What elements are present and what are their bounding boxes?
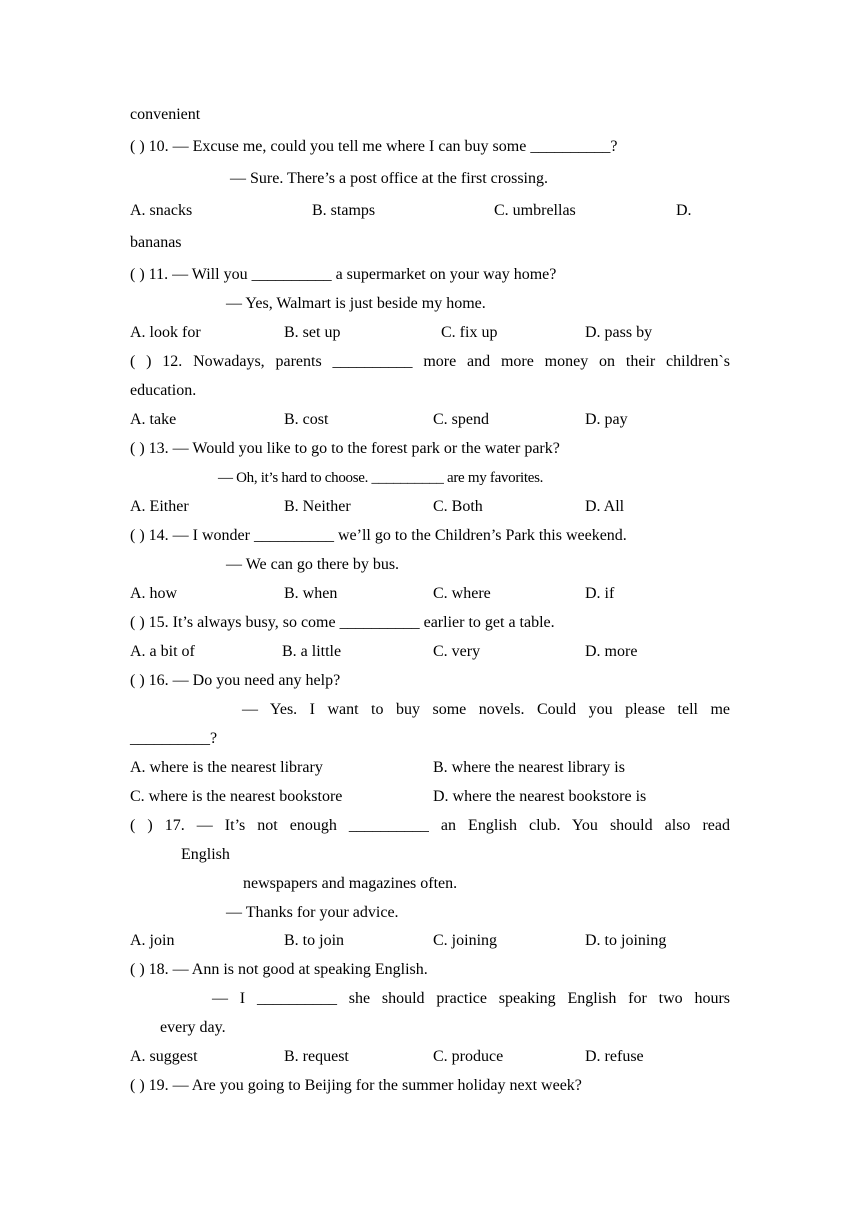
option-d: D. where the nearest bookstore is xyxy=(433,788,647,805)
option-d: D. xyxy=(676,202,692,219)
option-d: D. more xyxy=(585,643,638,660)
answer-line-18-continued: every day. xyxy=(160,1019,226,1036)
option-d: D. to joining xyxy=(585,932,667,949)
option-c: C. produce xyxy=(433,1048,504,1065)
answer-line-16-continued: __________? xyxy=(130,730,218,747)
options-16-row-2 xyxy=(130,787,730,807)
answer-line-11: — Yes, Walmart is just beside my home. xyxy=(226,295,486,312)
option-c: C. fix up xyxy=(441,324,498,341)
option-a: A. look for xyxy=(130,324,201,341)
option-a: A. join xyxy=(130,932,175,949)
option-b: B. stamps xyxy=(312,202,376,219)
option-c: C. where is the nearest bookstore xyxy=(130,788,343,805)
option-a: A. Either xyxy=(130,498,189,515)
option-d-continued: bananas xyxy=(130,234,182,251)
answer-line-17: — Thanks for your advice. xyxy=(226,904,399,921)
question-14: ( ) 14. — I wonder __________ we’ll go to the Children’s Park this weekend. xyxy=(130,527,627,544)
option-a: A. snacks xyxy=(130,202,193,219)
options-12 xyxy=(130,410,730,430)
option-b: B. when xyxy=(284,585,338,602)
question-17-continued-2: newspapers and magazines often. xyxy=(243,875,458,892)
question-17: ( ) 17. — It’s not enough __________ an English club. You should also read xyxy=(130,817,730,834)
option-b: B. where the nearest library is xyxy=(433,759,625,776)
option-c: C. very xyxy=(433,643,481,660)
answer-line-16: — Yes. I want to buy some novels. Could you please tell me xyxy=(242,701,730,718)
option-c: C. spend xyxy=(433,411,489,428)
option-a: A. where is the nearest library xyxy=(130,759,323,776)
option-a: A. suggest xyxy=(130,1048,198,1065)
question-10: ( ) 10. — Excuse me, could you tell me where I can buy some __________? xyxy=(130,138,618,155)
options-11 xyxy=(130,323,730,343)
options-10 xyxy=(130,201,730,221)
option-b: B. request xyxy=(284,1048,349,1065)
option-c: C. Both xyxy=(433,498,483,515)
question-17-continued: English xyxy=(181,846,230,863)
options-16-row-1 xyxy=(130,758,730,778)
option-a: A. take xyxy=(130,411,177,428)
answer-line-10: — Sure. There’s a post office at the first crossing. xyxy=(230,170,548,187)
option-c: C. joining xyxy=(433,932,498,949)
option-d: D. if xyxy=(585,585,615,602)
option-d: D. refuse xyxy=(585,1048,644,1065)
answer-line-13: — Oh, it’s hard to choose. __________ are my favorites. xyxy=(218,470,544,486)
option-b: B. a little xyxy=(282,643,342,660)
option-d: D. pass by xyxy=(585,324,653,341)
option-a: A. a bit of xyxy=(130,643,195,660)
option-b: B. cost xyxy=(284,411,329,428)
question-19: ( ) 19. — Are you going to Beijing for the summer holiday next week? xyxy=(130,1077,582,1094)
text-line: convenient xyxy=(130,106,201,123)
options-15 xyxy=(130,642,730,662)
question-15: ( ) 15. It’s always busy, so come __________ earlier to get a table. xyxy=(130,614,555,631)
answer-line-14: — We can go there by bus. xyxy=(226,556,400,573)
question-12-continued: education. xyxy=(130,382,197,399)
question-18: ( ) 18. — Ann is not good at speaking English. xyxy=(130,961,428,978)
question-16: ( ) 16. — Do you need any help? xyxy=(130,672,341,689)
question-12: ( ) 12. Nowadays, parents __________ more and more money on their children`s xyxy=(130,353,730,370)
option-c: C. umbrellas xyxy=(494,202,576,219)
answer-line-18: — I __________ she should practice speaking English for two hours xyxy=(212,990,730,1007)
options-13 xyxy=(130,497,730,517)
question-11: ( ) 11. — Will you __________ a supermarket on your way home? xyxy=(130,266,557,283)
option-b: B. to join xyxy=(284,932,345,949)
option-d: D. All xyxy=(585,498,625,515)
option-b: B. Neither xyxy=(284,498,351,515)
options-17 xyxy=(130,931,730,951)
question-13: ( ) 13. — Would you like to go to the forest park or the water park? xyxy=(130,440,560,457)
options-18 xyxy=(130,1047,730,1067)
option-a: A. how xyxy=(130,585,178,602)
option-b: B. set up xyxy=(284,324,341,341)
option-c: C. where xyxy=(433,585,491,602)
options-14 xyxy=(130,584,730,604)
option-d: D. pay xyxy=(585,411,628,428)
